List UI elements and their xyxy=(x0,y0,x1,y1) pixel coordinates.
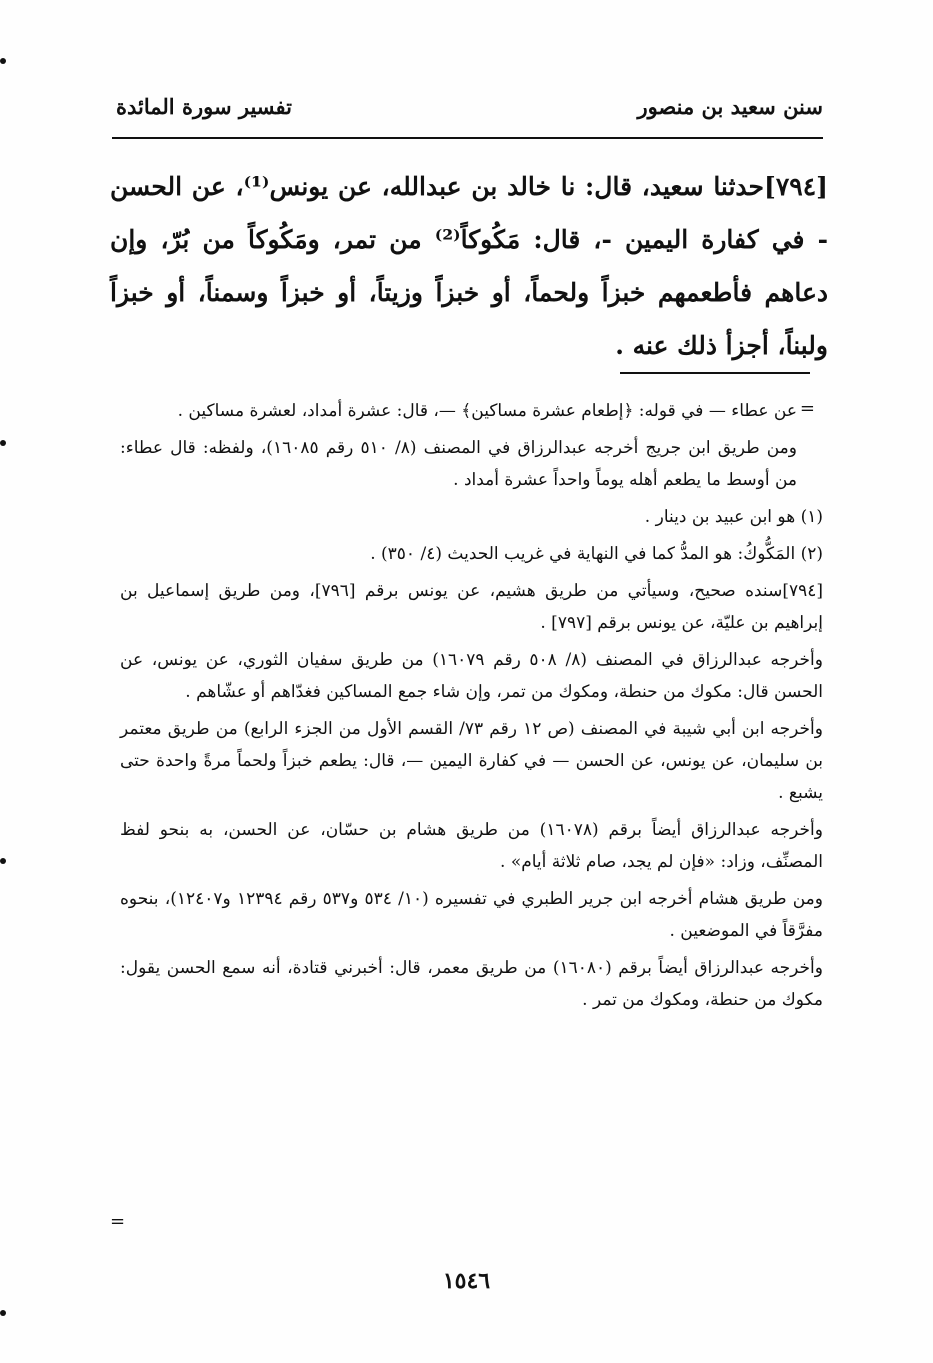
takhrij-paragraph: وأخرجه عبدالرزاق أيضاً برقم (١٦٠٨٠) من طريق معمر، قال: أخبرني قتادة، أنه سمع الحسن يقول: مكوك من حنطة، ومكوك من تمر . xyxy=(120,958,823,1010)
footnote-continuation: ومن طريق ابن جريج أخرجه عبدالرزاق في المصنف (٨/ ٥١٠ رقم ١٦٠٨٥)، ولفظه: قال عطاء: من أوسط ما يطعم أهله يوماً واحداً عشرة أمداد . xyxy=(120,438,797,490)
takhrij-text: سنده صحيح، وسيأتي من طريق هشيم، عن يونس برقم [٧٩٦]، ومن طريق إسماعيل بن إبراهيم بن عليّة، عن يونس برقم [٧٩٧] . xyxy=(120,581,823,633)
takhrij-paragraph: وأخرجه عبدالرزاق أيضاً برقم (١٦٠٧٨) من طريق هشام بن حسّان، عن الحسن، به بنحو لفظ المصنِّف، وزاد: «فإن لم يجد، صام ثلاثة أيام» . xyxy=(120,820,823,872)
takhrij-paragraph: وأخرجه عبدالرزاق في المصنف (٨/ ٥٠٨ رقم ١٦٠٧٩) من طريق سفيان الثوري، عن يونس، عن الحسن قال: مكوك من حنطة، ومكوك من تمر، وإن شاء جمع المساكين فغدّاهم أو عشّاهم . xyxy=(120,650,823,702)
takhrij-paragraph xyxy=(120,575,823,639)
takhrij-paragraph: وأخرجه ابن أبي شيبة في المصنف (ص ١٢ رقم ٧٣/ القسم الأول من الجزء الرابع) من طريق معتمر بن سليمان، عن يونس، عن الحسن — في كفارة اليمين —، قال: يطعم خبزاً ولحماً مرةً واحدة حتى يشبع . xyxy=(120,719,823,803)
running-header-book-title: سنن سعيد بن منصور xyxy=(637,94,823,119)
hadith-text: حدثنا سعيد، قال: نا خالد بن عبدالله، عن يونس⁽¹⁾، عن الحسن - في كفارة اليمين -، قال: مَكُوكاً⁽²⁾ من تمر، ومَكُوكاً من بُرّ، وإن دعاهم فأطعمهم خبزاً ولحماً، أو خبزاً وزيتاً، أو خبزاً وسمناً، أو خبزاً ولبناً، أجزأ ذلك عنه . xyxy=(110,172,828,360)
hadith-number: [٧٩٤] xyxy=(764,172,828,201)
scan-mark xyxy=(0,1310,6,1316)
running-header-section-title: تفسير سورة المائدة xyxy=(116,94,292,119)
footnote-1: (١) هو ابن عبيد بن دينار . xyxy=(644,507,823,527)
takhrij-number: [٧٩٤] xyxy=(782,581,823,601)
footnote-continuation: عن عطاء — في قوله: ﴿إطعام عشرة مساكين﴾ —، قال: عشرة أمداد، لعشرة مساكين . xyxy=(177,401,797,421)
continues-marker: = xyxy=(110,1211,126,1232)
footnote-2: (٢) المَكُّوكُ: هو المدُّ كما في النهاية في غريب الحديث (٤/ ٣٥٠) . xyxy=(370,544,823,564)
takhrij-paragraph: ومن طريق هشام أخرجه ابن جرير الطبري في تفسيره (١٠/ ٥٣٤ و٥٣٧ رقم ١٢٣٩٤ و١٢٤٠٧)، بنحوه مفرَّقاً في الموضعين . xyxy=(120,889,823,941)
scan-mark xyxy=(0,858,6,864)
continuation-marker: = xyxy=(799,398,815,419)
header-rule xyxy=(112,137,823,139)
scan-mark xyxy=(0,440,6,446)
footnote-separator xyxy=(620,372,810,374)
page-number: ١٥٤٦ xyxy=(442,1268,491,1294)
scan-mark xyxy=(0,58,6,64)
footnotes-block xyxy=(120,395,823,1021)
hadith-text-block xyxy=(110,160,828,372)
